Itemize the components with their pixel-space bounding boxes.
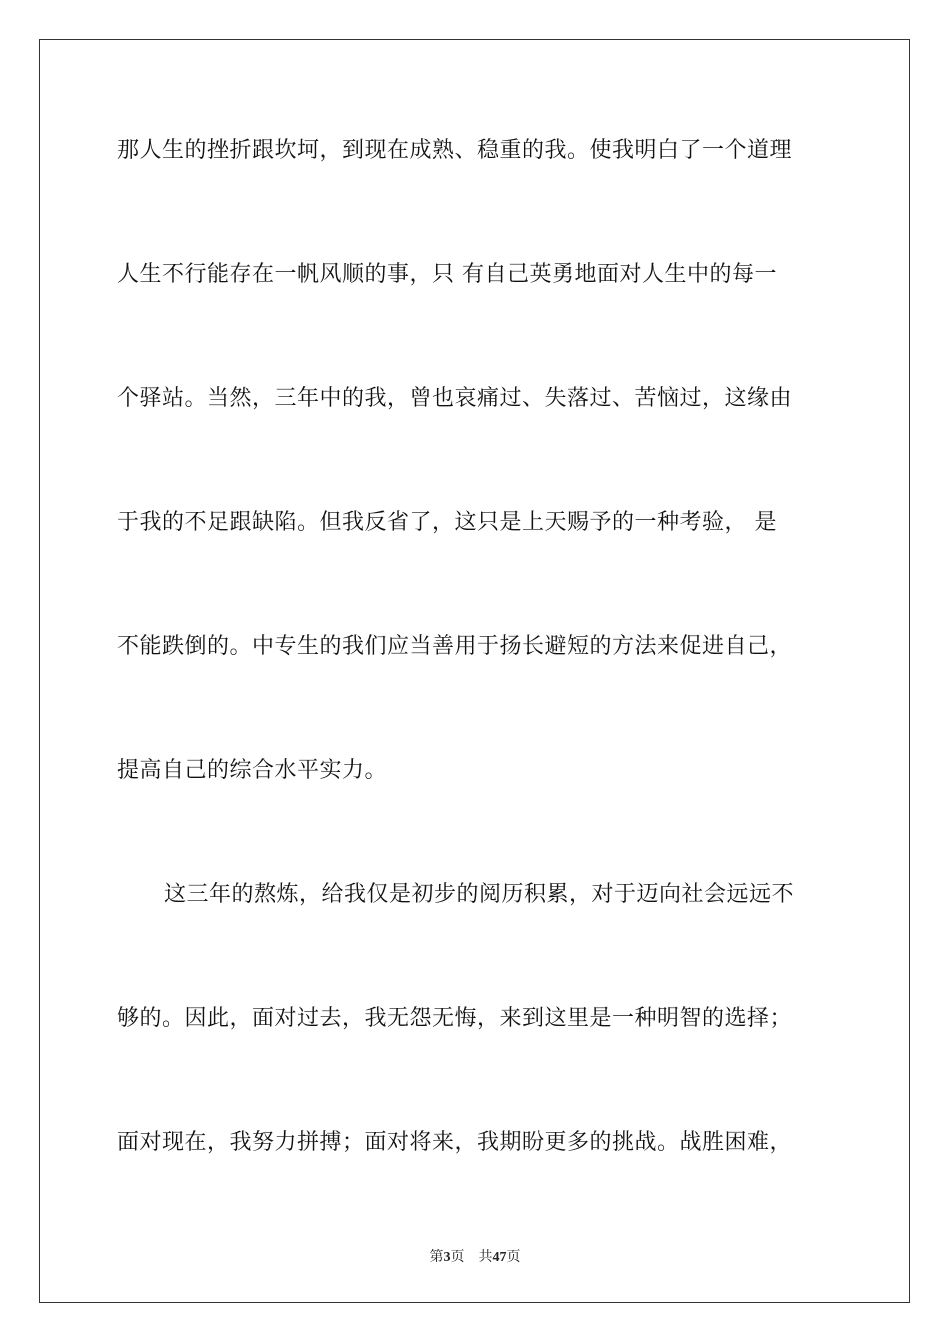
total-prefix: 共 bbox=[478, 1249, 493, 1265]
text-line-4: 于我的不足跟缺陷。但我反省了，这只是上天赐予的一种考验， 是 bbox=[117, 510, 777, 535]
text-line-7: 这三年的熬炼，给我仅是初步的阅历积累，对于迈向社会远远不 bbox=[164, 882, 795, 907]
total-pages: 47 bbox=[492, 1250, 507, 1265]
text-line-2: 人生不行能存在一帆风顺的事，只 有自己英勇地面对人生中的每一 bbox=[117, 262, 777, 287]
text-line-9: 面对现在，我努力拼搏；面对将来，我期盼更多的挑战。战胜困难， bbox=[117, 1130, 793, 1155]
text-line-3: 个驿站。当然，三年中的我，曾也哀痛过、失落过、苦恼过，这缘由 bbox=[117, 386, 793, 411]
page-suffix: 页 bbox=[450, 1249, 465, 1265]
page-prefix: 第 bbox=[429, 1249, 444, 1265]
page-footer bbox=[0, 1247, 950, 1268]
text-line-1: 那人生的挫折跟坎坷，到现在成熟、稳重的我。使我明白了一个道理 bbox=[117, 138, 793, 163]
page-number: 3 bbox=[443, 1250, 451, 1265]
text-line-8: 够的。因此，面对过去，我无怨无悔，来到这里是一种明智的选择； bbox=[117, 1006, 793, 1031]
text-line-6: 提高自己的综合水平实力。 bbox=[117, 758, 388, 783]
text-line-5: 不能跌倒的。中专生的我们应当善用于扬长避短的方法来促进自己， bbox=[117, 634, 793, 659]
page-border bbox=[39, 39, 910, 1303]
total-suffix: 页 bbox=[506, 1249, 521, 1265]
